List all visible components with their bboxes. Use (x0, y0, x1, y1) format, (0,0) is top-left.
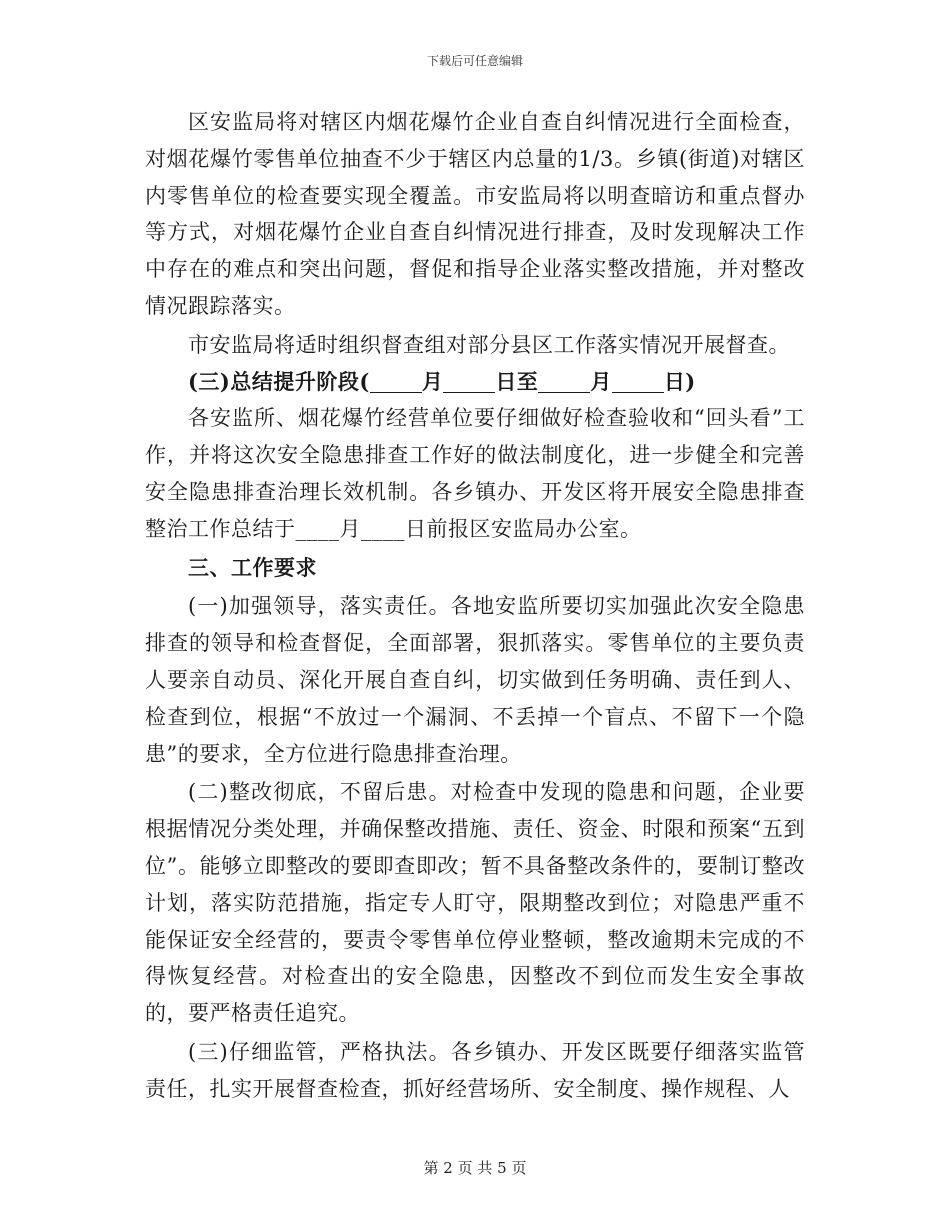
heading-prefix: (三)总结提升阶段( (188, 368, 370, 394)
heading-day-1: 日至 (495, 368, 539, 394)
section-heading-requirements: 三、工作要求 (188, 554, 317, 580)
paragraph-rectification: (二)整改彻底，不留后患。对检查中发现的隐患和问题，企业要根据情况分类处理，并确保整改措施、责任、资金、时限和预案“五到位”。能够立即整改的要即查即改；暂不具备整改条件的，要制订整改计划，落实防范措施，指定专人盯守，限期整改到位；对隐患严重不能保证安全经营的，要责令零售单位停业整顿，整改逾期未完成的不得恢复经营。对检查出的安全隐患，因整改不到位而发生安全事故的，要严格责任追究。 (145, 780, 805, 1026)
heading-month-2: 月 (590, 368, 612, 394)
paragraph-supervision: 市安监局将适时组织督查组对部分县区工作落实情况开展督查。 (188, 332, 790, 357)
paragraph-review: 各安监所、烟花爆竹经营单位要仔细做好检查验收和“回头看”工作，并将这次安全隐患排查工作好的做法制度化，进一步健全和完善安全隐患排查治理长效机制。各乡镇办、开发区将开展安全隐患排查整治工作总结于____月____日前报区安监局办公室。 (145, 406, 805, 541)
document-body (145, 104, 805, 1108)
blank-day-2 (612, 368, 664, 393)
blank-day-1 (443, 368, 495, 393)
paragraph-inspection: 区安监局将对辖区内烟花爆竹企业自查自纠情况进行全面检查，对烟花爆竹零售单位抽查不少于辖区内总量的1/3。乡镇(街道)对辖区内零售单位的检查要实现全覆盖。市安监局将以明查暗访和重点督办等方式，对烟花爆竹企业自查自纠情况进行排查，及时发现解决工作中存在的难点和突出问题，督促和指导企业落实整改措施，并对整改情况跟踪落实。 (145, 110, 805, 318)
paragraph-leadership: (一)加强领导，落实责任。各地安监所要切实加强此次安全隐患排查的领导和检查督促，全面部署，狠抓落实。零售单位的主要负责人要亲自动员、深化开展自查自纠，切实做到任务明确、责任到人、检查到位，根据“不放过一个漏洞、不丢掉一个盲点、不留下一个隐患”的要求，全方位进行隐患排查治理。 (145, 594, 805, 766)
blank-month-1 (370, 368, 422, 393)
blank-month-2 (538, 368, 590, 393)
page-header: 下载后可任意编辑 (426, 54, 523, 68)
page-footer: 第 2 页 共 5 页 (423, 1159, 527, 1177)
heading-day-2: 日) (663, 368, 696, 394)
paragraph-enforcement: (三)仔细监管，严格执法。各乡镇办、开发区既要仔细落实监管责任，扎实开展督查检查，抓好经营场所、安全制度、操作规程、人 (145, 1039, 805, 1101)
section-heading-summary-stage (145, 364, 805, 401)
heading-month-1: 月 (421, 368, 444, 394)
